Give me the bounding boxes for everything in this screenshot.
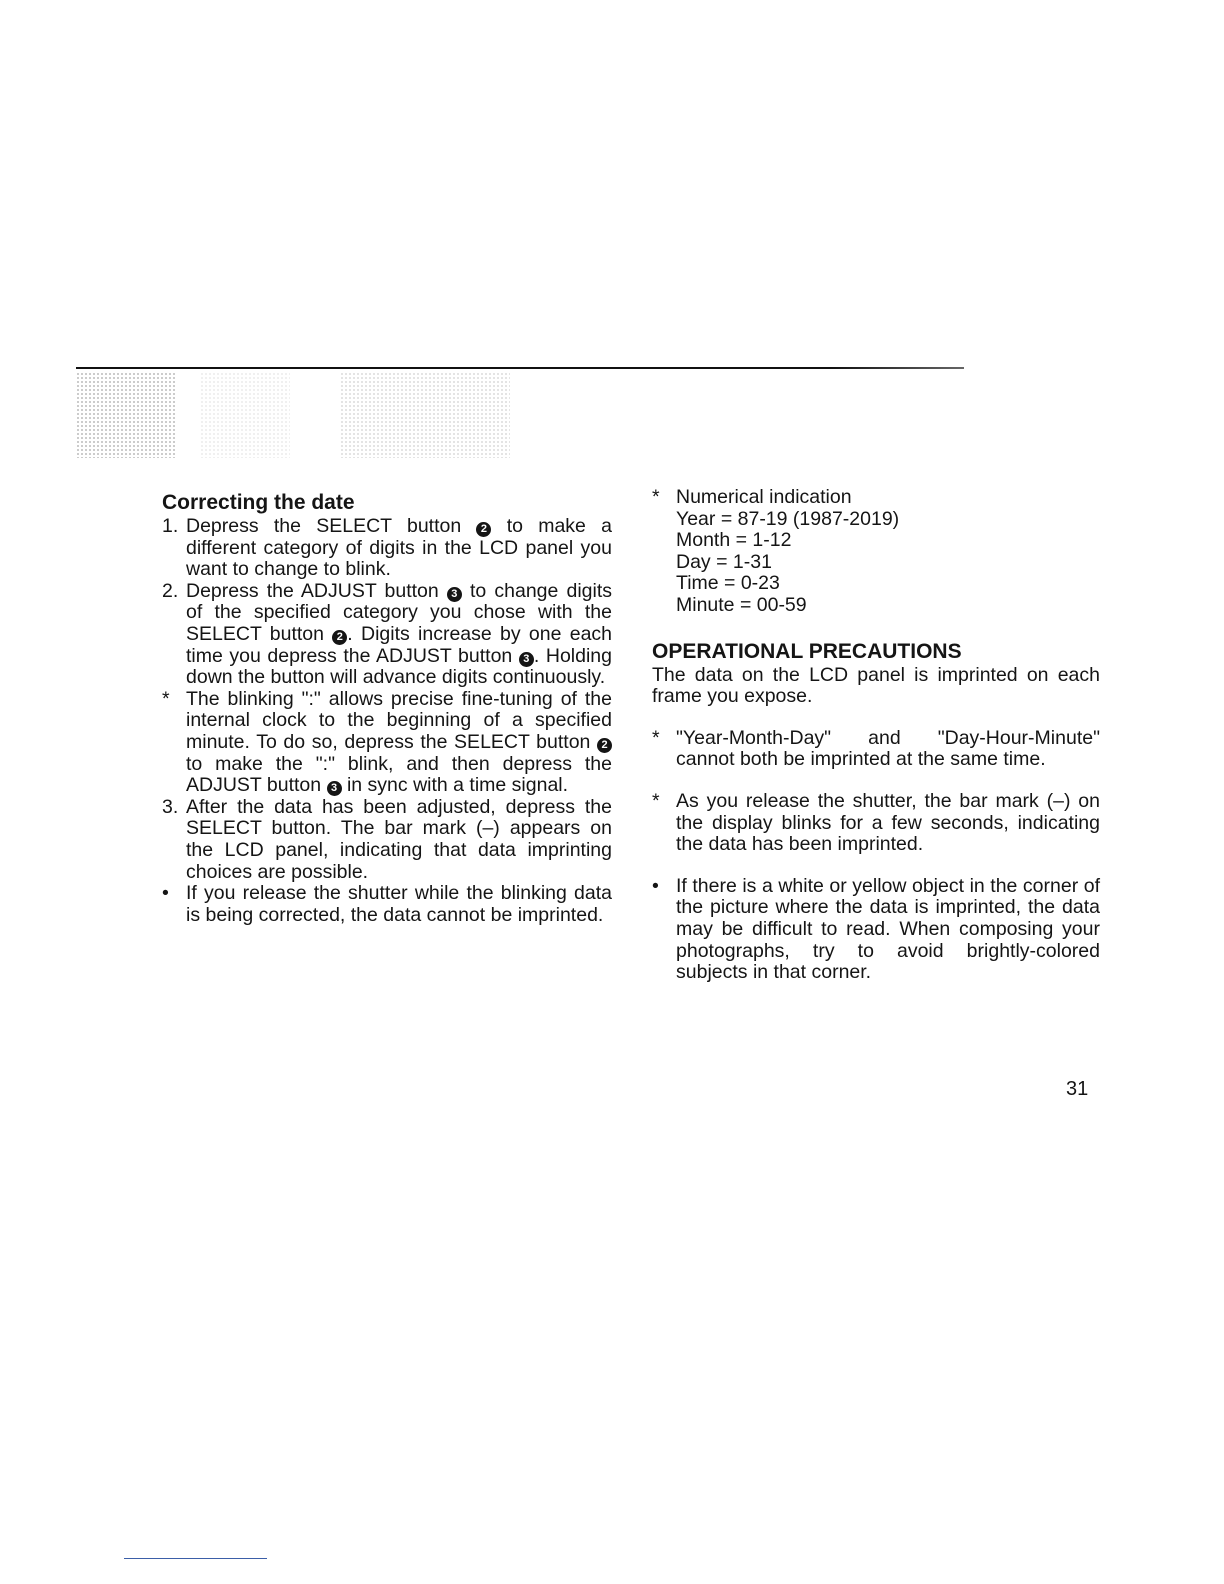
bottom-divider bbox=[124, 1558, 267, 1559]
bullet-marker: • bbox=[162, 882, 169, 905]
step-number: 3. bbox=[162, 795, 179, 818]
section-heading-precautions: OPERATIONAL PRECAUTIONS bbox=[652, 639, 962, 663]
note-imprint-formats: * "Year-Month-Day" and "Day-Hour-Minute" cannot both be imprinted at the same time. bbox=[652, 726, 1100, 771]
adjust-button-symbol-icon: 3 bbox=[447, 587, 462, 602]
range-month: Month = 1-12 bbox=[676, 529, 792, 552]
step-2: 2. Depress the ADJUST button 3 to change digits of the specified category you chose with the SELECT button 2 . Digits increase by one each time you depress the ADJUST button 3 . Holding down the button will advance digits continuously. bbox=[162, 579, 613, 689]
halftone-texture bbox=[200, 372, 290, 458]
note-bar-mark: * As you release the shutter, the bar mark (–) on the display blinks for a few seconds, indicating the data has been imprinted. bbox=[652, 789, 1100, 856]
range-minute: Minute = 00-59 bbox=[676, 593, 807, 616]
asterisk-marker: * bbox=[652, 486, 660, 508]
select-button-symbol-icon: 2 bbox=[597, 738, 612, 753]
right-column bbox=[652, 487, 1100, 984]
precautions-intro: The data on the LCD panel is imprinted on each frame you expose. bbox=[652, 663, 1100, 708]
note-blinking-colon: * The blinking ":" allows precise fine-tuning of the internal clock to the beginning of a specified minute. To do so, depress the SELECT button 2 to make the ":" blink, and then depress the ADJUST button 3 in sync with a time signal. bbox=[162, 687, 612, 797]
left-column bbox=[162, 490, 612, 926]
bullet-bright-objects: • If there is a white or yellow object in the corner of the picture where the data is imprinted, the data may be difficult to read. When composing your photographs, try to avoid brightly-colored subjects in that corner. bbox=[652, 874, 1100, 984]
bullet-shutter-warning: • If you release the shutter while the blinking data is being corrected, the data cannot be imprinted. bbox=[162, 882, 612, 926]
adjust-button-symbol-icon: 3 bbox=[327, 781, 342, 796]
numerical-indication bbox=[652, 487, 1100, 617]
bullet-marker: • bbox=[652, 874, 659, 897]
range-year: Year = 87-19 (1987-2019) bbox=[676, 507, 900, 530]
range-day: Day = 1-31 bbox=[676, 550, 772, 573]
halftone-texture bbox=[76, 372, 176, 458]
range-time: Time = 0-23 bbox=[676, 572, 780, 595]
asterisk-marker: * bbox=[652, 726, 660, 749]
page-number: 31 bbox=[1066, 1078, 1089, 1100]
select-button-symbol-icon: 2 bbox=[332, 630, 347, 645]
step-1: 1. Depress the SELECT button 2 to make a different category of digits in the LCD panel you want to change to blink. bbox=[162, 515, 612, 581]
step-3: 3. After the data has been adjusted, depress the SELECT button. The bar mark (–) appears on the LCD panel, indicating that data imprinting choices are possible. bbox=[162, 795, 612, 883]
select-button-symbol-icon: 2 bbox=[476, 522, 491, 537]
step-number: 1. bbox=[162, 515, 179, 537]
halftone-texture bbox=[340, 372, 510, 458]
step-number: 2. bbox=[162, 579, 179, 602]
numerical-indication-title: Numerical indication bbox=[676, 486, 852, 508]
asterisk-marker: * bbox=[652, 789, 660, 812]
header-rule bbox=[76, 367, 964, 369]
asterisk-marker: * bbox=[162, 687, 170, 710]
section-heading-correcting-date: Correcting the date bbox=[162, 491, 355, 514]
adjust-button-symbol-icon: 3 bbox=[519, 652, 534, 667]
